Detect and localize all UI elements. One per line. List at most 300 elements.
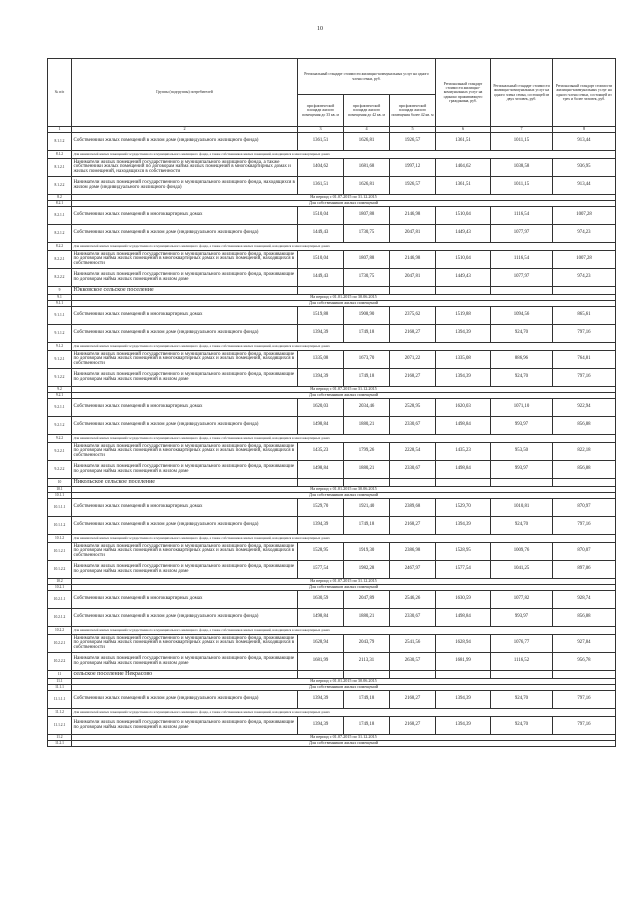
value-cell: 1041,25: [491, 561, 553, 579]
row-label: Наниматели жилых помещений государственного и муниципального жилищного фонда, проживающие по договорам найма жилых помещений в многоквартирных домах и жилых помещений, находящихся в собственности: [72, 351, 298, 369]
table-row-data: [48, 351, 616, 369]
header-fuel-standard: Региональный стандарт стоимости жилищно-коммунальных услуг на одного члена семьи, руб.: [298, 59, 436, 95]
header-fuel-b: при фактической площади жилого помещения до 42 кв. м: [344, 95, 390, 127]
table-row-data: [48, 399, 616, 417]
value-cell: 2168,27: [390, 325, 436, 343]
value-cell: 1626,81: [344, 177, 390, 195]
table-row-data: [48, 561, 616, 579]
table-row-data: [48, 269, 616, 287]
table-row-data: [48, 251, 616, 269]
row-label: Собственники жилых помещений в многоквартирных домах: [72, 499, 298, 517]
table-row-data: [48, 691, 616, 709]
row-number: 9.1.1.1: [48, 307, 72, 325]
section-title: Никольское сельское поселение: [72, 479, 298, 487]
group-note: Для нанимателей жилых помещений государственного и муниципального жилищного фонда, а также собственников жилых помещений, находящихся в многоквартирных домах: [72, 709, 616, 717]
value-cell: 797,16: [553, 325, 616, 343]
row-number: 10.1: [48, 487, 72, 493]
value-cell: 2168,27: [390, 517, 436, 535]
value-cell: 1630,59: [436, 591, 491, 609]
row-number: 8.1.2.2: [48, 177, 72, 195]
row-number: 8.1.2: [48, 151, 72, 159]
row-label: Наниматели жилых помещений государственного и муниципального жилищного фонда, проживающие по договорам найма жилых помещений в жилом доме: [72, 653, 298, 671]
value-cell: 856,88: [553, 417, 616, 435]
row-label: Наниматели жилых помещений государственного и муниципального жилищного фонда, проживающие по договорам найма жилых помещений в многоквартирных домах и жилых помещений, находящихся в собственности: [72, 635, 298, 653]
value-cell: 1394,39: [436, 717, 491, 735]
value-cell: 1498,84: [436, 417, 491, 435]
value-cell: 924,70: [491, 691, 553, 709]
value-cell: 1007,28: [553, 207, 616, 225]
row-number: 10.2.2.2: [48, 653, 72, 671]
value-cell: 922,94: [553, 399, 616, 417]
value-cell: 2146,98: [390, 207, 436, 225]
value-cell: 924,70: [491, 517, 553, 535]
group-note: Для нанимателей жилых помещений государственного и муниципального жилищного фонда, а также собственников жилых помещений, находящихся в многоквартирных домах: [72, 627, 616, 635]
value-cell: 1335,08: [436, 351, 491, 369]
value-cell: 1926,57: [390, 177, 436, 195]
table-row-data: [48, 369, 616, 387]
value-cell: 1628,94: [436, 635, 491, 653]
value-cell: 822,18: [553, 443, 616, 461]
table-row-data: [48, 207, 616, 225]
header-group: Группы (подгруппы) потребителей: [72, 59, 298, 127]
table-row-note: [48, 151, 616, 159]
value-cell: 1529,70: [298, 499, 344, 517]
value-cell: 953,50: [491, 443, 553, 461]
period-title: На период с 01.07.2015 по 31.12.2015: [72, 579, 616, 585]
value-cell: 993,97: [491, 417, 553, 435]
value-cell: 2168,27: [390, 691, 436, 709]
section-title: Юкковское сельское поселение: [72, 287, 298, 295]
empty-cell: [390, 671, 436, 679]
col-number: 5: [390, 127, 436, 133]
value-cell: 1077,97: [491, 225, 553, 243]
row-label: Наниматели жилых помещений государственного и муниципального жилищного фонда, проживающие по договорам найма жилых помещений в жилом доме: [72, 461, 298, 479]
value-cell: 2047,89: [344, 591, 390, 609]
value-cell: 1807,88: [344, 207, 390, 225]
value-cell: 1404,62: [298, 159, 344, 177]
value-cell: 1528,95: [436, 543, 491, 561]
empty-cell: [491, 479, 553, 487]
value-cell: 764,81: [553, 351, 616, 369]
row-label: Собственники жилых помещений в жилом доме (индивидуального жилищного фонда): [72, 225, 298, 243]
value-cell: 1519,88: [436, 307, 491, 325]
standards-table: [47, 58, 616, 747]
row-number: 8.2.1: [48, 201, 72, 207]
col-number: 7: [491, 127, 553, 133]
period-title: На период с 01.01.2015 по 30.06.2015: [72, 487, 616, 493]
period-title: На период с 01.07.2015 по 31.12.2015: [72, 195, 616, 201]
value-cell: 2168,27: [390, 717, 436, 735]
row-number: 9: [48, 287, 72, 295]
group-note: Для нанимателей жилых помещений государственного и муниципального жилищного фонда, а также собственников жилых помещений, находящихся в многоквартирных домах: [72, 435, 616, 443]
subgroup-title: Для собственников жилых помещений: [72, 741, 616, 747]
value-cell: 1681,68: [344, 159, 390, 177]
row-label: Собственники жилых помещений в многоквартирных домах: [72, 307, 298, 325]
value-cell: 1094,56: [491, 307, 553, 325]
value-cell: 1011,15: [491, 133, 553, 151]
value-cell: 1010,81: [491, 499, 553, 517]
row-label: Наниматели жилых помещений государственного и муниципального жилищного фонда, проживающие по договорам найма жилых помещений в многоквартирных домах и жилых помещений, находящихся в собственности: [72, 443, 298, 461]
value-cell: 927,84: [553, 635, 616, 653]
table-row-data: [48, 653, 616, 671]
table-row-note: [48, 435, 616, 443]
table-row-data: [48, 635, 616, 653]
empty-cell: [491, 671, 553, 679]
period-title: На период с 01.07.2015 по 31.12.2015: [72, 735, 616, 741]
subgroup-title: Для собственников жилых помещений: [72, 685, 616, 691]
value-cell: 1077,97: [491, 269, 553, 287]
row-label: Собственники жилых помещений в жилом доме (индивидуального жилищного фонда): [72, 609, 298, 627]
header-col6: Региональный стандарт стоимости жилищно-коммунальных услуг на одиноко проживающего гражданина, руб.: [436, 59, 491, 127]
row-number: 9.2.1.2: [48, 417, 72, 435]
group-note: Для нанимателей жилых помещений государственного и муниципального жилищного фонда, а также собственников жилых помещений, находящихся в многоквартирных домах: [72, 535, 616, 543]
empty-cell: [436, 671, 491, 679]
value-cell: 2330,67: [390, 417, 436, 435]
value-cell: 2071,22: [390, 351, 436, 369]
table-row-data: [48, 133, 616, 151]
row-number: 11.1.1: [48, 685, 72, 691]
value-cell: 2386,98: [390, 543, 436, 561]
value-cell: 2528,95: [390, 399, 436, 417]
row-number: 9.2.1.1: [48, 399, 72, 417]
value-cell: 1361,51: [298, 133, 344, 151]
row-number: 8.2.1.2: [48, 225, 72, 243]
row-label: Собственники жилых помещений в жилом доме (индивидуального жилищного фонда): [72, 691, 298, 709]
row-number: 9.1.1: [48, 301, 72, 307]
value-cell: 993,97: [491, 461, 553, 479]
value-cell: 993,97: [491, 609, 553, 627]
table-row-data: [48, 225, 616, 243]
row-label: Наниматели жилых помещений государственного и муниципального жилищного фонда, находящихся в жилом доме (индивидуального жилищного фонда): [72, 177, 298, 195]
row-number: 10.2.2: [48, 627, 72, 635]
value-cell: 2375,62: [390, 307, 436, 325]
value-cell: 1749,18: [344, 369, 390, 387]
table-row-section: [48, 479, 616, 487]
value-cell: 2330,67: [390, 461, 436, 479]
row-number: 10.1.2.2: [48, 561, 72, 579]
row-label: Собственники жилых помещений в многоквартирных домах: [72, 591, 298, 609]
row-number: 10.2.1.1: [48, 591, 72, 609]
value-cell: 1982,28: [344, 561, 390, 579]
col-number: 3: [298, 127, 344, 133]
value-cell: 856,88: [553, 461, 616, 479]
value-cell: 1007,28: [553, 251, 616, 269]
col-number: 2: [72, 127, 298, 133]
row-number: 9.1.1.2: [48, 325, 72, 343]
empty-cell: [553, 287, 616, 295]
table-row-data: [48, 461, 616, 479]
value-cell: 897,06: [553, 561, 616, 579]
row-number: 10.2.2.1: [48, 635, 72, 653]
value-cell: 865,61: [553, 307, 616, 325]
value-cell: 2630,57: [390, 653, 436, 671]
value-cell: 1394,39: [436, 691, 491, 709]
value-cell: 1394,39: [298, 369, 344, 387]
value-cell: 956,78: [553, 653, 616, 671]
value-cell: 1749,18: [344, 691, 390, 709]
page-number: 10: [317, 26, 323, 32]
row-label: Наниматели жилых помещений государственного и муниципального жилищного фонда, проживающие по договорам найма жилых помещений в жилом доме: [72, 717, 298, 735]
empty-cell: [344, 287, 390, 295]
row-label: Собственники жилых помещений в жилом доме (индивидуального жилищного фонда): [72, 325, 298, 343]
value-cell: 1749,18: [344, 717, 390, 735]
row-number: 10.1.2.1: [48, 543, 72, 561]
row-number: 10.2.1: [48, 585, 72, 591]
row-number: 8.2: [48, 195, 72, 201]
group-note: Для нанимателей жилых помещений государственного и муниципального жилищного фонда, а также собственников жилых помещений, находящихся в многоквартирных домах: [72, 343, 616, 351]
table-row-data: [48, 177, 616, 195]
value-cell: 1807,88: [344, 251, 390, 269]
header-col8: Региональный стандарт стоимости жилищно-коммунальных услуг на одного члена семьи, состоящей из трех и более человек, руб.: [553, 59, 616, 127]
table-row-note: [48, 243, 616, 251]
header-fuel-a: при фактической площади жилого помещения до 33 кв. м: [298, 95, 344, 127]
row-number: 9.2.1: [48, 393, 72, 399]
col-number: 6: [436, 127, 491, 133]
row-number: 8.2.2.2: [48, 269, 72, 287]
value-cell: 1510,04: [298, 251, 344, 269]
table-row-data: [48, 443, 616, 461]
row-number: 10: [48, 479, 72, 487]
table-row-data: [48, 717, 616, 735]
value-cell: 1880,21: [344, 417, 390, 435]
value-cell: 974,23: [553, 269, 616, 287]
value-cell: 1361,51: [436, 177, 491, 195]
value-cell: 1394,39: [436, 325, 491, 343]
period-title: На период с 01.01.2015 по 30.06.2015: [72, 295, 616, 301]
value-cell: 1730,75: [344, 269, 390, 287]
value-cell: 1011,15: [491, 177, 553, 195]
empty-cell: [298, 671, 344, 679]
value-cell: 1449,43: [436, 225, 491, 243]
table-row-data: [48, 499, 616, 517]
row-number: 11.2: [48, 735, 72, 741]
row-number: 11.1: [48, 679, 72, 685]
section-title: сельское поселение Некрасово: [72, 671, 298, 679]
empty-cell: [553, 479, 616, 487]
row-label: Наниматели жилых помещений государственного и муниципального жилищного фонда, проживающие по договорам найма жилых помещений в многоквартирных домах и жилых помещений, находящихся в собственности: [72, 543, 298, 561]
value-cell: 1529,70: [436, 499, 491, 517]
table-row-note: [48, 709, 616, 717]
subgroup-title: Для собственников жилых помещений: [72, 585, 616, 591]
empty-cell: [298, 287, 344, 295]
row-number: 8.2.1.1: [48, 207, 72, 225]
value-cell: 1919,30: [344, 543, 390, 561]
table-row-note: [48, 627, 616, 635]
value-cell: 1449,43: [436, 269, 491, 287]
value-cell: 1394,39: [298, 517, 344, 535]
table-row-data: [48, 609, 616, 627]
subgroup-title: Для собственников жилых помещений: [72, 393, 616, 399]
value-cell: 2389,68: [390, 499, 436, 517]
row-number: 8.2.2.1: [48, 251, 72, 269]
value-cell: 1880,21: [344, 609, 390, 627]
row-label: Наниматели жилых помещений государственного и муниципального жилищного фонда, а также собственники жилых помещений по договорам найма жилых помещений в многоквартирных домах и жилых помещений, находящихся в собственности: [72, 159, 298, 177]
table-row-section: [48, 671, 616, 679]
value-cell: 928,74: [553, 591, 616, 609]
value-cell: 1880,21: [344, 461, 390, 479]
row-number: 9.2.2.1: [48, 443, 72, 461]
empty-cell: [553, 671, 616, 679]
value-cell: 1510,04: [436, 207, 491, 225]
header-num: № п/п: [48, 59, 72, 127]
value-cell: 1394,39: [298, 325, 344, 343]
value-cell: 924,70: [491, 325, 553, 343]
value-cell: 1749,18: [344, 325, 390, 343]
value-cell: 797,16: [553, 717, 616, 735]
value-cell: 913,44: [553, 133, 616, 151]
table-row-data: [48, 159, 616, 177]
table-row-data: [48, 307, 616, 325]
value-cell: 1498,84: [298, 417, 344, 435]
value-cell: 913,44: [553, 177, 616, 195]
row-number: 9.1: [48, 295, 72, 301]
empty-cell: [298, 479, 344, 487]
table-row-data: [48, 325, 616, 343]
value-cell: 1730,75: [344, 225, 390, 243]
value-cell: 797,16: [553, 517, 616, 535]
value-cell: 797,16: [553, 691, 616, 709]
value-cell: 1394,39: [298, 717, 344, 735]
value-cell: 1673,70: [344, 351, 390, 369]
group-note: Для нанимателей жилых помещений государственного и муниципального жилищного фонда, а также собственников жилых помещений, находящихся в многоквартирных домах: [72, 243, 616, 251]
value-cell: 1498,84: [298, 609, 344, 627]
value-cell: 1681,99: [298, 653, 344, 671]
value-cell: 2546,26: [390, 591, 436, 609]
row-label: Наниматели жилых помещений государственного и муниципального жилищного фонда, проживающие по договорам найма жилых помещений в жилом доме: [72, 269, 298, 287]
subgroup-title: Для собственников жилых помещений: [72, 301, 616, 307]
header-col7: Региональный стандарт стоимости жилищно-коммунальных услуг на одного члена семьи, состоящей из двух человек, руб.: [491, 59, 553, 127]
value-cell: 1394,39: [298, 691, 344, 709]
row-number: 11.1.2: [48, 709, 72, 717]
row-number: 11.2.1: [48, 741, 72, 747]
subgroup-title: Для собственников жилых помещений: [72, 493, 616, 499]
value-cell: 2228,54: [390, 443, 436, 461]
value-cell: 1620,03: [436, 399, 491, 417]
value-cell: 1799,26: [344, 443, 390, 461]
value-cell: 1116,52: [491, 653, 553, 671]
value-cell: 936,95: [553, 159, 616, 177]
header-fuel-c: при фактической площади жилого помещения более 42 кв. м: [390, 95, 436, 127]
value-cell: 1116,54: [491, 207, 553, 225]
value-cell: 1394,39: [436, 517, 491, 535]
value-cell: 1630,59: [298, 591, 344, 609]
table-row-sub: [48, 741, 616, 747]
value-cell: 1926,57: [390, 133, 436, 151]
empty-cell: [491, 287, 553, 295]
row-number: 9.2.2: [48, 435, 72, 443]
col-number: 4: [344, 127, 390, 133]
value-cell: 1519,88: [298, 307, 344, 325]
row-label: Собственники жилых помещений в жилом доме (индивидуального жилищного фонда): [72, 517, 298, 535]
row-number: 11.1.2.1: [48, 717, 72, 735]
row-number: 11: [48, 671, 72, 679]
value-cell: 2467,97: [390, 561, 436, 579]
period-title: На период с 01.07.2015 по 31.12.2015: [72, 387, 616, 393]
value-cell: 1435,23: [298, 443, 344, 461]
row-number: 9.1.2.1: [48, 351, 72, 369]
value-cell: 2047,81: [390, 269, 436, 287]
value-cell: 974,23: [553, 225, 616, 243]
table-row-data: [48, 417, 616, 435]
row-number: 9.2: [48, 387, 72, 393]
value-cell: 2113,31: [344, 653, 390, 671]
row-label: Наниматели жилых помещений государственного и муниципального жилищного фонда, проживающие по договорам найма жилых помещений в многоквартирных домах и жилых помещений, находящихся в собственности: [72, 251, 298, 269]
row-number: 8.2.2: [48, 243, 72, 251]
table-body: [48, 59, 616, 747]
value-cell: 1498,84: [436, 609, 491, 627]
value-cell: 1116,54: [491, 251, 553, 269]
value-cell: 1620,03: [298, 399, 344, 417]
row-number: 9.1.2.2: [48, 369, 72, 387]
empty-cell: [436, 287, 491, 295]
value-cell: 1577,54: [436, 561, 491, 579]
table-row-data: [48, 517, 616, 535]
value-cell: 1749,18: [344, 517, 390, 535]
value-cell: 924,70: [491, 369, 553, 387]
row-label: Наниматели жилых помещений государственного и муниципального жилищного фонда, проживающие по договорам найма жилых помещений в жилом доме: [72, 561, 298, 579]
value-cell: 1528,95: [298, 543, 344, 561]
empty-cell: [344, 479, 390, 487]
row-number: 10.1.2: [48, 535, 72, 543]
row-number: 10.1.1.2: [48, 517, 72, 535]
empty-cell: [390, 287, 436, 295]
col-number: 1: [48, 127, 72, 133]
value-cell: 2043,79: [344, 635, 390, 653]
empty-cell: [436, 479, 491, 487]
subgroup-title: Для собственников жилых помещений: [72, 201, 616, 207]
row-number: 10.2.1.2: [48, 609, 72, 627]
value-cell: 870,97: [553, 499, 616, 517]
value-cell: 1921,40: [344, 499, 390, 517]
group-note: Для нанимателей жилых помещений государственного и муниципального жилищного фонда, а также собственников жилых помещений, находящихся в многоквартирных домах: [72, 151, 616, 159]
row-label: Собственники жилых помещений в жилом доме (индивидуального жилищного фонда): [72, 417, 298, 435]
value-cell: 1498,84: [436, 461, 491, 479]
empty-cell: [344, 671, 390, 679]
period-title: На период с 01.01.2015 по 30.06.2015: [72, 679, 616, 685]
value-cell: 1626,81: [344, 133, 390, 151]
row-number: 10.1.1: [48, 493, 72, 499]
value-cell: 1435,23: [436, 443, 491, 461]
value-cell: 1361,51: [436, 133, 491, 151]
row-label: Наниматели жилых помещений государственного и муниципального жилищного фонда, проживающие по договорам найма жилых помещений в жилом доме: [72, 369, 298, 387]
value-cell: 1335,08: [298, 351, 344, 369]
value-cell: 856,88: [553, 609, 616, 627]
value-cell: 2541,56: [390, 635, 436, 653]
value-cell: 797,16: [553, 369, 616, 387]
value-cell: 870,07: [553, 543, 616, 561]
value-cell: 1997,12: [390, 159, 436, 177]
row-number: 11.1.1.1: [48, 691, 72, 709]
value-cell: 1510,04: [298, 207, 344, 225]
value-cell: 1908,90: [344, 307, 390, 325]
value-cell: 886,96: [491, 351, 553, 369]
value-cell: 1071,10: [491, 399, 553, 417]
value-cell: 1404,62: [436, 159, 491, 177]
table-row-section: [48, 287, 616, 295]
value-cell: 2047,81: [390, 225, 436, 243]
row-number: 8.1.2.1: [48, 159, 72, 177]
row-number: 8.1.1.2: [48, 133, 72, 151]
table-row-data: [48, 591, 616, 609]
table-row-note: [48, 535, 616, 543]
value-cell: 2034,46: [344, 399, 390, 417]
value-cell: 1577,54: [298, 561, 344, 579]
value-cell: 1077,82: [491, 591, 553, 609]
table-row-note: [48, 343, 616, 351]
value-cell: 1009,76: [491, 543, 553, 561]
value-cell: 1394,39: [436, 369, 491, 387]
empty-cell: [390, 479, 436, 487]
